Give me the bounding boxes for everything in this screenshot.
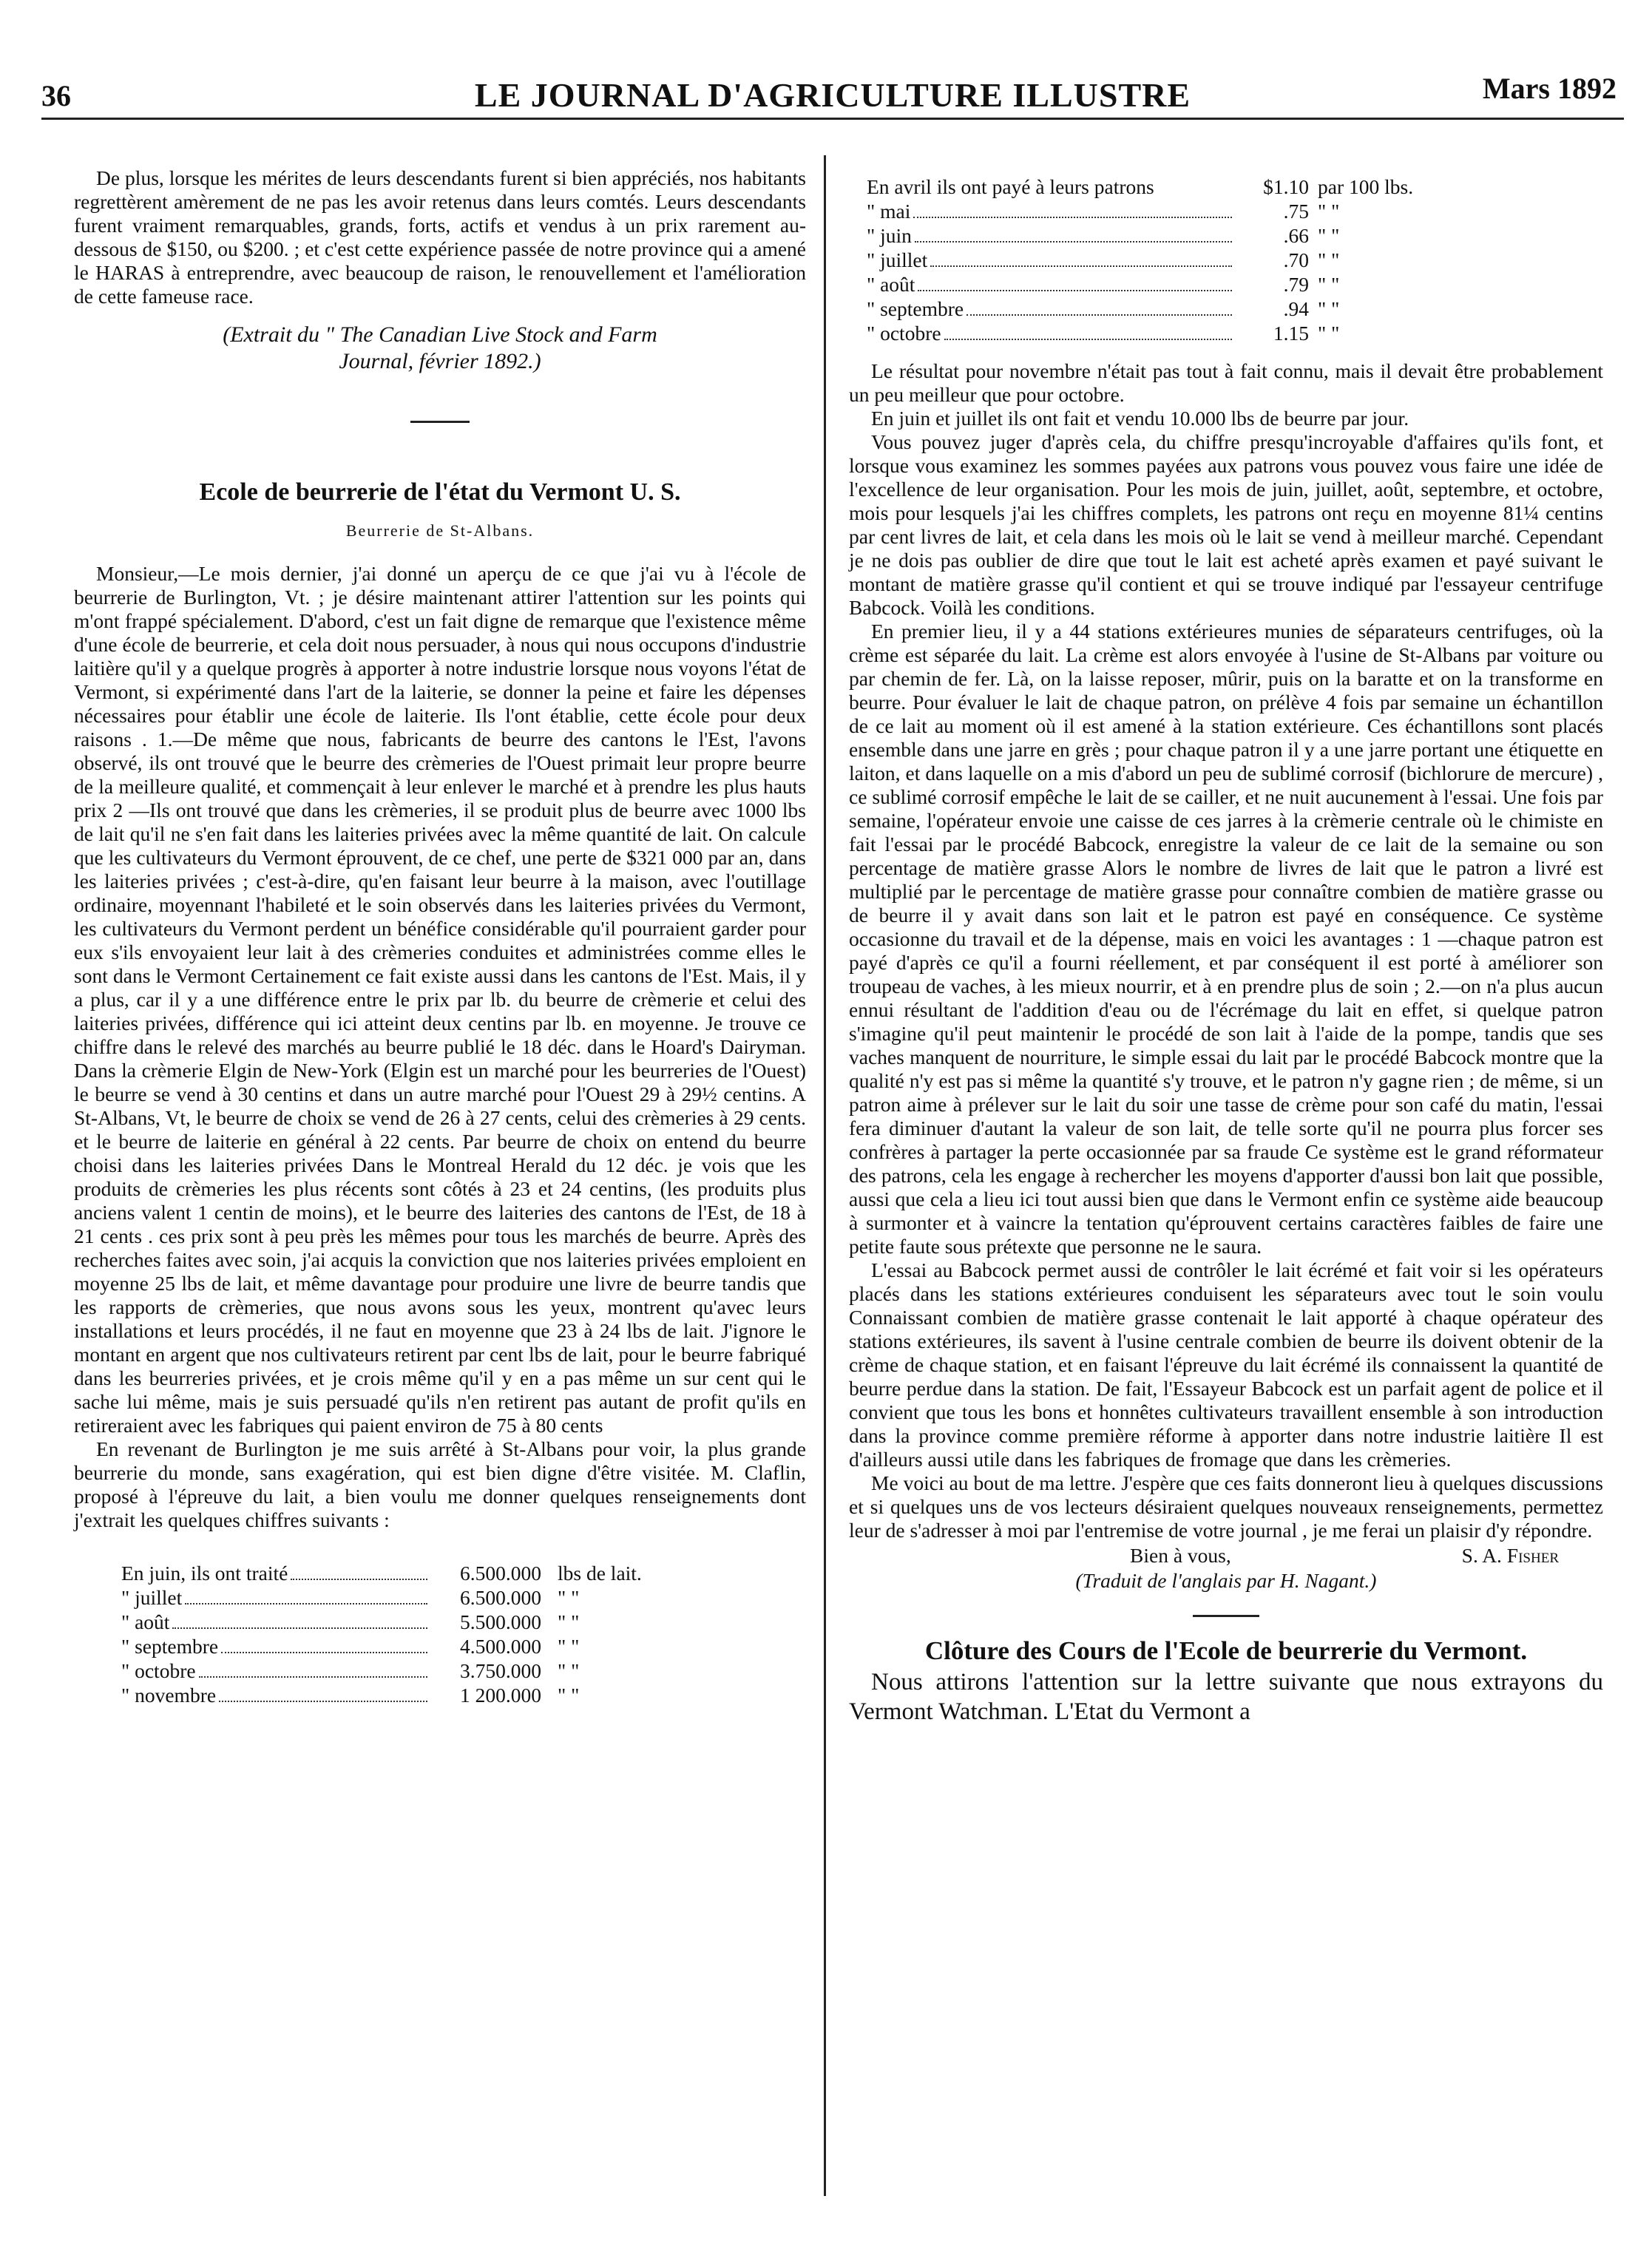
milk-row-value: 6.500.000 [460, 1586, 541, 1609]
leader-dots [221, 1652, 427, 1653]
leader-dots [913, 217, 1232, 218]
payment-row-value: .70 [1283, 248, 1309, 271]
milk-row [121, 1659, 683, 1684]
milk-row-unit: lbs de lait. [558, 1562, 642, 1585]
payment-row [867, 297, 1503, 322]
journal-title: LE JOURNAL D'AGRICULTURE ILLUSTRE [474, 76, 1191, 114]
header-rule [41, 118, 1624, 120]
payment-row [867, 273, 1503, 297]
payment-row [867, 175, 1503, 200]
premier-paragraph: En premier lieu, il y a 44 stations extérieures munies de séparateurs centrifuges, où la crème est séparée du lait. La crème est alors envoyée à l'usine de St-Albans par voiture ou par chemin de fer. Là, on la laisse reposer, mûrir, puis on la baratte et on la transforme en beurre. Pour évaluer le lait de chaque patron, on prélève 4 fois par semaine un échantillon de ce lait au moment où il est amené à la station extérieure. Ces échantillons sont placés ensemble dans une jarre en grès ; pour chaque patron il y a une jarre portant une étiquette en laiton, et dans laquelle on a mis d'abord un peu de sublimé corrosif (bichlorure de mercure) , ce sublimé corrosif empêche le lait de se cailler, et ne nuit aucunement à l'essai. Une fois par semaine, l'opérateur envoie une caisse de ces jarres à la crèmerie centrale où le chimiste en fait l'essai par le procédé Babcock, enregistre la valeur de ce lait de la semaine ou son percentage de matière grasse Alors le nombre de livres de lait que le patron a livré est multiplié par le percentage de matière grasse pour connaître combien de matière grasse ou de beurre il y avait dans son lait et le patron est payé en conséquence. Ce système occasionne du travail et de la dépense, mais en voici les avantages : 1 —chaque patron est payé d'après ce qu'il a fourni réellement, et par conséquent il est porté à améliorer son troupeau de vaches, à les mieux nourrir, et à en prendre plus de soin ; 2.—on n'a plus aucun ennui résultant de l'addition d'eau ou de l'écrémage du lait en effet, si quelque patron s'imagine qu'il peut maintenir le procédé de son lait à l'aide de la pompe, tandis que ses vaches manquent de nourriture, le simple essai du lait par le procédé Babcock montre que la qualité n'y est pas si même la quantité s'y trouve, et le patron n'y gagne rien ; de même, si un patron aime à prélever sur le lait du soir une tasse de crème pour son café du matin, l'essai fera diminuer d'autant la valeur de son lait, de telle sorte qu'il ne pourra plus forcer ses confrères à partager la perte occasionnée par sa fraude Ce système est le grand réformateur des patrons, cela les engage à rechercher les moyens d'apporter d'aussi bon lait que possible, aussi que cela a lieu ici tout aussi bien que dans le Vermont enfin ce système aide beaucoup à surmonter et à vaincre la tentation qu'éprouvent certains caractères faibles de faire une petite faute sous prétexte que personne ne le saura. [849, 620, 1603, 1258]
payment-row-unit: " " [1318, 224, 1340, 247]
right-column [849, 166, 1603, 1726]
milk-row [121, 1586, 683, 1610]
section-separator [410, 421, 470, 423]
payment-row-label: " octobre [867, 322, 941, 345]
extract-line-1: (Extrait du " The Canadian Live Stock and Farm [223, 322, 657, 347]
milk-row-label: " octobre [121, 1659, 196, 1682]
payment-row-label: En avril ils ont payé à leurs patrons [867, 175, 1154, 198]
june-paragraph: En juin et juillet ils ont fait et vendu 10.000 lbs de beurre par jour. [871, 407, 1409, 430]
milk-row-label: " août [121, 1610, 170, 1633]
intro-paragraph: De plus, lorsque les mérites de leurs descendants furent si bien appréciés, nos habitants regrettèrent amèrement de ne pas les avoir retenus dans leurs comtés. Leurs descendants furent vraiment remarquables, grands, forts, actifs et vendus à un prix rarement au-dessous de $150, ou $200. ; et c'est cette expérience passée de notre province qui a amené le HARAS à entreprendre, avec beaucoup de raison, le renouvellement et l'amélioration de cette fameuse race. [74, 166, 806, 308]
payment-row-unit: " " [1318, 248, 1340, 271]
milk-row [121, 1635, 683, 1659]
milk-row-label: " novembre [121, 1684, 217, 1707]
payment-row-value: .66 [1283, 224, 1309, 247]
extract-citation [74, 322, 806, 375]
signature-closing: Bien à vous, [1130, 1544, 1231, 1567]
milk-row-label: " juillet [121, 1586, 183, 1609]
leader-dots [915, 241, 1232, 243]
payment-row-unit: " " [1318, 200, 1340, 223]
leader-dots [930, 265, 1232, 267]
issue-date: Mars 1892 [1482, 72, 1617, 105]
left-column [74, 166, 806, 1708]
vous-paragraph: Vous pouvez juger d'après cela, du chiffre presqu'incroyable d'affaires qu'ils font, et lorsque vous examinez les sommes payées aux patrons vous pouvez vous faire une idée de l'excellence de leur organisation. Pour les mois de juin, juillet, août, septembre, et octobre, mois pour lesquels j'ai les chiffres complets, les patrons ont reçu en moyenne 81¼ centins par cent livres de lait, et cela dans les mois où le lait se vend à meilleur marché. Cependant je ne dois pas oublier de dire que tout le lait est acheté après examen et payé suivant le montant de matière grasse qu'il contient et qui se trouve indiqué par l'essayeur centrifuge Babcock. Voilà les conditions. [849, 430, 1603, 619]
payment-row-unit: par 100 lbs. [1318, 175, 1414, 198]
extract-line-2: Journal, février 1892.) [339, 349, 541, 373]
payment-row-label: " septembre [867, 297, 964, 320]
milk-row-unit: " " [558, 1659, 580, 1682]
leader-dots [967, 314, 1232, 316]
closing-paragraph: Me voici au bout de ma lettre. J'espère que ces faits donneront lieu à quelques discussions et si quelques uns de vos lecteurs désiraient quelques nouveaux renseignements, permettez leur de s'adresser à moi par l'entremise de votre journal , je me ferai un plaisir d'y répondre. [849, 1471, 1603, 1542]
payment-row-unit: " " [1318, 322, 1340, 345]
milk-row-value: 4.500.000 [460, 1635, 541, 1658]
result-paragraph: Le résultat pour novembre n'était pas tout à fait connu, mais il devait être probablement un peu meilleur que pour octobre. [849, 359, 1603, 406]
milk-row-unit: " " [558, 1610, 580, 1633]
essai-paragraph: L'essai au Babcock permet aussi de contrôler le lait écrémé et fait voir si les opérateurs placés dans les stations extérieures conduisent les séparateurs avec tout le soin voulu Connaissant combien de matière grasse contenait le lait apporté à chaque opérateur des stations extérieures, ils savent à l'usine centrale combien de beurre ils doivent obtenir de la crème de chaque station, et en faisant l'épreuve du lait écrémé ils connaissent la quantité de beurre perdue dans la station. De fait, l'Essayeur Babcock est un parfait agent de police et il convient que tous les bons et honnêtes cultivateurs travaillent ensemble à son introduction dans la province comme première réforme à apporter dans notre industrie laitière Il est d'ailleurs aussi utile dans les fabriques de fromage que dans les crèmeries. [849, 1258, 1603, 1471]
payment-row-unit: " " [1318, 297, 1340, 320]
payment-row-value: .75 [1283, 200, 1309, 223]
section-subtitle: Beurrerie de St-Albans. [345, 521, 535, 540]
letter-paragraph-2: En revenant de Burlington je me suis arrêté à St-Albans pour voir, la plus grande beurrerie du monde, sans exagération, qui est bien digne d'être visitée. M. Claflin, proposé à l'épreuve du lait, a bien voulu me donner quelques renseignements dont j'extrait les quelques chiffres suivants : [74, 1437, 806, 1531]
payment-row-unit: " " [1318, 273, 1340, 296]
section-title: Ecole de beurrerie de l'état du Vermont U. S. [199, 478, 681, 506]
payment-row [867, 322, 1503, 346]
milk-row-value: 6.500.000 [460, 1562, 541, 1585]
payment-row-value: .94 [1283, 297, 1309, 320]
column-divider [824, 155, 826, 2196]
leader-dots [172, 1627, 427, 1629]
milk-row [121, 1610, 683, 1635]
leader-dots [944, 339, 1232, 340]
cloture-title: Clôture des Cours de l'Ecole de beurrerie du Vermont. [924, 1636, 1528, 1665]
milk-table [121, 1562, 683, 1708]
milk-row [121, 1684, 683, 1708]
letter-paragraph-1: Monsieur,—Le mois dernier, j'ai donné un aperçu de ce que j'ai vu à l'école de beurrerie de Burlington, Vt. ; je désire maintenant attirer l'attention sur les points qui m'ont frappé spécialement. D'abord, c'est un fait digne de remarque que l'existence même d'une école de beurrerie, et cela doit nous persuader, à nous qui nous occupons d'industrie laitière qu'il y a quelque progrès à apporter à notre industrie lorsque nous voyons l'état de Vermont, si expérimenté dans l'art de la laiterie, se donner la peine et faire les dépenses nécessaires pour établir une école de laiterie. Ils l'ont établie, cette école pour deux raisons . 1.—De même que nous, fabricants de beurre des cantons le l'Est, l'avons observé, ils ont trouvé que le beurre des crèmeries de l'Ouest primait leur propre beurre de la meilleure qualité, et commençait à leur enlever le marché et à prendre les plus hauts prix 2 —Ils ont trouvé que dans les crèmeries, il se produit plus de beurre avec 1000 lbs de lait qu'il ne s'en fait dans les laiteries privées avec la même quantité de lait. On calcule que les cultivateurs du Vermont éprouvent, de ce chef, une perte de $321 000 par an, dans les laiteries privées ; c'est-à-dire, qu'en faisant leur beurre à la maison, avec l'outillage ordinaire, moyennant l'habileté et le soin observés dans les laiteries privées du Vermont, les cultivateurs du Vermont perdent un bénéfice considérable qu'il pourraient garder pour eux s'ils envoyaient leur lait à des crèmeries conduites et administrées comme elles le sont dans le Vermont Certainement ce fait existe aussi dans les cantons de l'Est. Mais, il y a plus, car il y a une différence entre le prix par lb. du beurre de crèmerie et celui des laiteries privées, différence qui ici atteint deux centins par lb. en moyenne. Je trouve ce chiffre dans le relevé des marchés au beurre publié le 18 déc. dans le Hoard's Dairyman. Dans la crèmerie Elgin de New-York (Elgin est un marché pour les beurreries de l'Ouest) le beurre se vend à 30 centins et dans un autre marché pour l'Ouest 29 à 29½ centins. A St-Albans, Vt, le beurre de choix se vend de 26 à 27 cents, celui des crèmeries à 29 cents. et le beurre de laiterie en général à 22 cents. Par beurre de choix on entend du beurre choisi dans les laiteries privées Dans le Montreal Herald du 12 déc. je vois que les produits de crèmeries les plus récents sont côtés à 23 et 24 centins, (les produits plus anciens valent 1 centin de moins), et le beurre des laiteries des cantons de l'Est, de 18 à 21 cents . ces prix sont à peu près les mêmes pour tous les marchés de beurre. Après des recherches faites avec soin, j'ai acquis la conviction que nos laiteries privées emploient en moyenne 25 lbs de lait, et même davantage pour produire une livre de beurre tandis que les rapports de crèmeries, que nous avons sous les yeux, montrent qu'avec leurs installations et leurs procédés, il ne faut en moyenne que 23 à 24 lbs de lait. J'ignore le montant en argent que nos cultivateurs retirent par cent lbs de lait, pour le beurre fabriqué dans les beurreries privées, et je crois même qu'il y en a pas même un sur cent qui le sache lui même, mais je suis persuadé qu'ils n'en retirent pas autant de profit qu'ils en retireraient avec les fabriques qui paient environ de 75 à 80 cents [74, 562, 806, 1437]
payment-table [867, 175, 1503, 346]
page-header [41, 68, 1624, 120]
payment-row-label: " mai [867, 200, 911, 223]
leader-dots [185, 1603, 427, 1604]
cloture-paragraph: Nous attirons l'attention sur la lettre suivante que nous extrayons du Vermont Watchman. L'Etat du Vermont a [849, 1669, 1603, 1725]
leader-dots [918, 290, 1232, 291]
signature-line [849, 1544, 1603, 1568]
page-number: 36 [41, 79, 71, 112]
milk-row-value: 3.750.000 [460, 1659, 541, 1682]
payment-row-value: .79 [1283, 273, 1309, 296]
milk-row-label: En juin, ils ont traité [121, 1562, 288, 1585]
section-separator [1193, 1615, 1259, 1617]
payment-row-label: " août [867, 273, 915, 296]
translator-credit: (Traduit de l'anglais par H. Nagant.) [1075, 1569, 1377, 1592]
milk-row [121, 1562, 683, 1586]
payment-row-value: $1.10 [1263, 175, 1309, 198]
milk-row-value: 1 200.000 [460, 1684, 541, 1707]
milk-row-unit: " " [558, 1684, 580, 1707]
signature-author: S. A. Fisher [1461, 1544, 1559, 1567]
payment-row-value: 1.15 [1273, 322, 1309, 345]
milk-row-unit: " " [558, 1586, 580, 1609]
payment-row [867, 200, 1503, 224]
payment-row-label: " juin [867, 224, 912, 247]
signature [849, 1544, 1603, 1568]
payment-row [867, 248, 1503, 273]
payment-row [867, 224, 1503, 248]
leader-dots [219, 1701, 427, 1702]
payment-row-label: " juillet [867, 248, 928, 271]
leader-dots [291, 1579, 427, 1580]
milk-row-unit: " " [558, 1635, 580, 1658]
leader-dots [199, 1676, 427, 1678]
milk-row-value: 5.500.000 [460, 1610, 541, 1633]
milk-row-label: " septembre [121, 1635, 219, 1658]
